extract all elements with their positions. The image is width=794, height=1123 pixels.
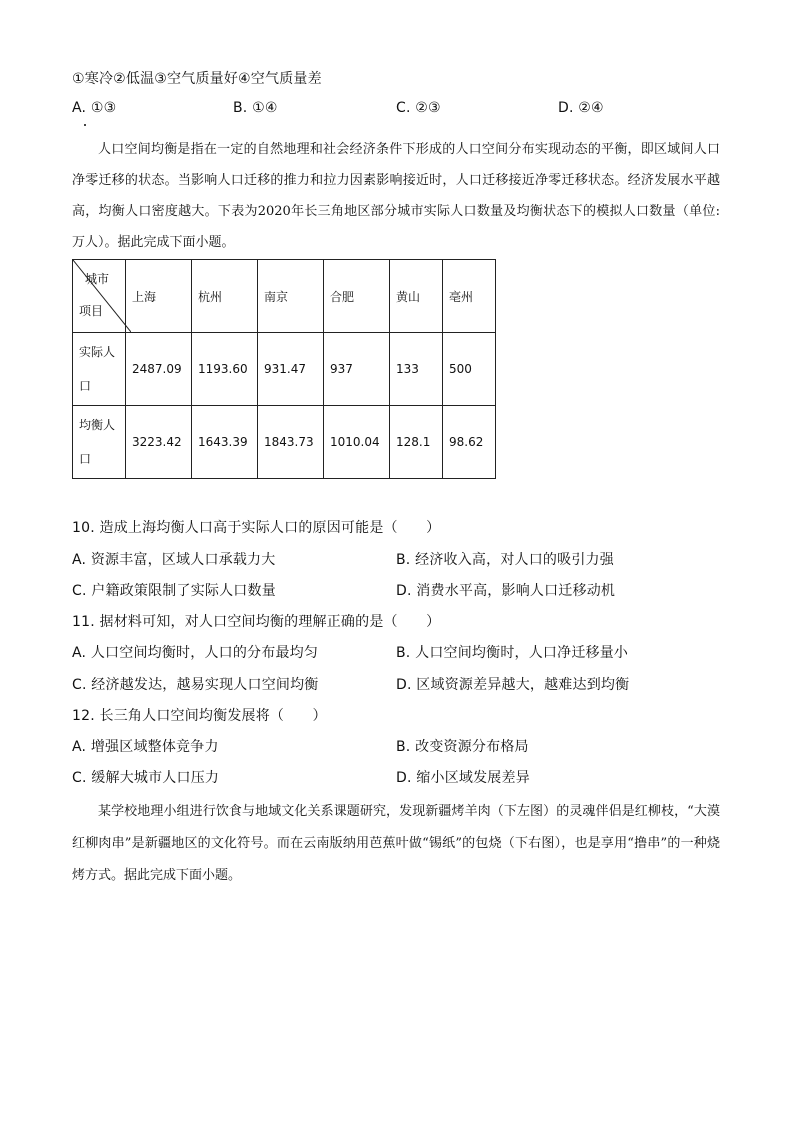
option-text: ①④ [252, 100, 278, 116]
q10-stem: 10. 造成上海均衡人口高于实际人口的原因可能是（ ） [72, 520, 441, 536]
passage-population-balance [72, 134, 720, 258]
row-header: 均衡人 口 [73, 406, 126, 479]
city-header: 南京 [258, 260, 324, 333]
city-header: 杭州 [192, 260, 258, 333]
q11-stem: 11. 据材料可知，对人口空间均衡的理解正确的是（ ） [72, 614, 441, 630]
option-letter: C. [396, 100, 411, 116]
q9-option-b [233, 100, 278, 116]
option-text: ②④ [578, 100, 604, 116]
q11-option-b: B. 人口空间均衡时，人口净迁移量小 [396, 645, 629, 661]
q9-option-d [558, 100, 604, 116]
q9-option-a [72, 100, 116, 116]
q11-option-d: D. 区域资源差异越大，越难达到均衡 [396, 677, 630, 693]
q10-option-b: B. 经济收入高，对人口的吸引力强 [396, 552, 614, 568]
option-text: ②③ [415, 100, 441, 116]
table-cell: 2487.09 [126, 333, 192, 406]
city-header: 亳州 [443, 260, 496, 333]
q9-items: ①寒冷②低温③空气质量好④空气质量差 [72, 71, 322, 87]
corner-label-item: 项目 [79, 304, 104, 318]
q11-option-a: A. 人口空间均衡时，人口的分布最均匀 [72, 645, 319, 661]
option-text: ①③ [90, 100, 117, 116]
q12-option-d: D. 缩小区域发展差异 [396, 770, 530, 786]
q10-option-c: C. 户籍政策限制了实际人口数量 [72, 583, 276, 599]
option-letter: B. [233, 100, 248, 116]
table-cell: 1843.73 [258, 406, 324, 479]
population-table [72, 259, 496, 479]
passage-text: 人口空间均衡是指在一定的自然地理和社会经济条件下形成的人口空间分布实现动态的平衡，即区域间人口净零迁移的状态。当影响人口迁移的推力和拉力因素影响接近时，人口迁移接近净零迁移状态。经济发展水平越高，均衡人口密度越大。下表为2020年长三角地区部分城市实际人口数量及均衡状态下的模拟人口数量（单位:万人）。据此完成下面小题。 [72, 142, 720, 250]
table-cell: 133 [390, 333, 443, 406]
option-letter: A. [72, 100, 87, 116]
q12-option-c: C. 缓解大城市人口压力 [72, 770, 220, 786]
q12-option-b: B. 改变资源分布格局 [396, 739, 529, 755]
passage-bbq-culture [72, 796, 720, 892]
q9-option-c [396, 100, 441, 116]
table-header-row [73, 260, 496, 333]
option-letter: D. [558, 100, 574, 116]
table-cell: 3223.42 [126, 406, 192, 479]
q12-option-a: A. 增强区域整体竞争力 [72, 739, 219, 755]
table-cell: 1643.39 [192, 406, 258, 479]
stray-dot [84, 124, 86, 126]
row-header: 实际人 口 [73, 333, 126, 406]
q11-option-c: C. 经济越发达，越易实现人口空间均衡 [72, 677, 319, 693]
q12-stem: 12. 长三角人口空间均衡发展将（ ） [72, 708, 327, 724]
city-header: 上海 [126, 260, 192, 333]
table-row-balanced [73, 406, 496, 479]
corner-label-city: 城市 [85, 272, 110, 286]
q10-option-d: D. 消费水平高，影响人口迁移动机 [396, 583, 616, 599]
city-header: 黄山 [390, 260, 443, 333]
table-cell: 128.1 [390, 406, 443, 479]
table-cell: 1193.60 [192, 333, 258, 406]
city-header: 合肥 [324, 260, 390, 333]
passage-text: 某学校地理小组进行饮食与地域文化关系课题研究，发现新疆烤羊肉（下左图）的灵魂伴侣是红柳枝，“大漠红柳肉串”是新疆地区的文化符号。而在云南版纳用芭蕉叶做“锡纸”的包烧（下右图），也是享用“撸串”的一种烧烤方式。据此完成下面小题。 [72, 804, 720, 883]
table-cell: 500 [443, 333, 496, 406]
table-cell: 1010.04 [324, 406, 390, 479]
table-cell: 98.62 [443, 406, 496, 479]
table-cell: 937 [324, 333, 390, 406]
q10-option-a: A. 资源丰富，区域人口承载力大 [72, 552, 276, 568]
table-row-actual [73, 333, 496, 406]
table-cell: 931.47 [258, 333, 324, 406]
table-corner-cell [73, 260, 126, 333]
